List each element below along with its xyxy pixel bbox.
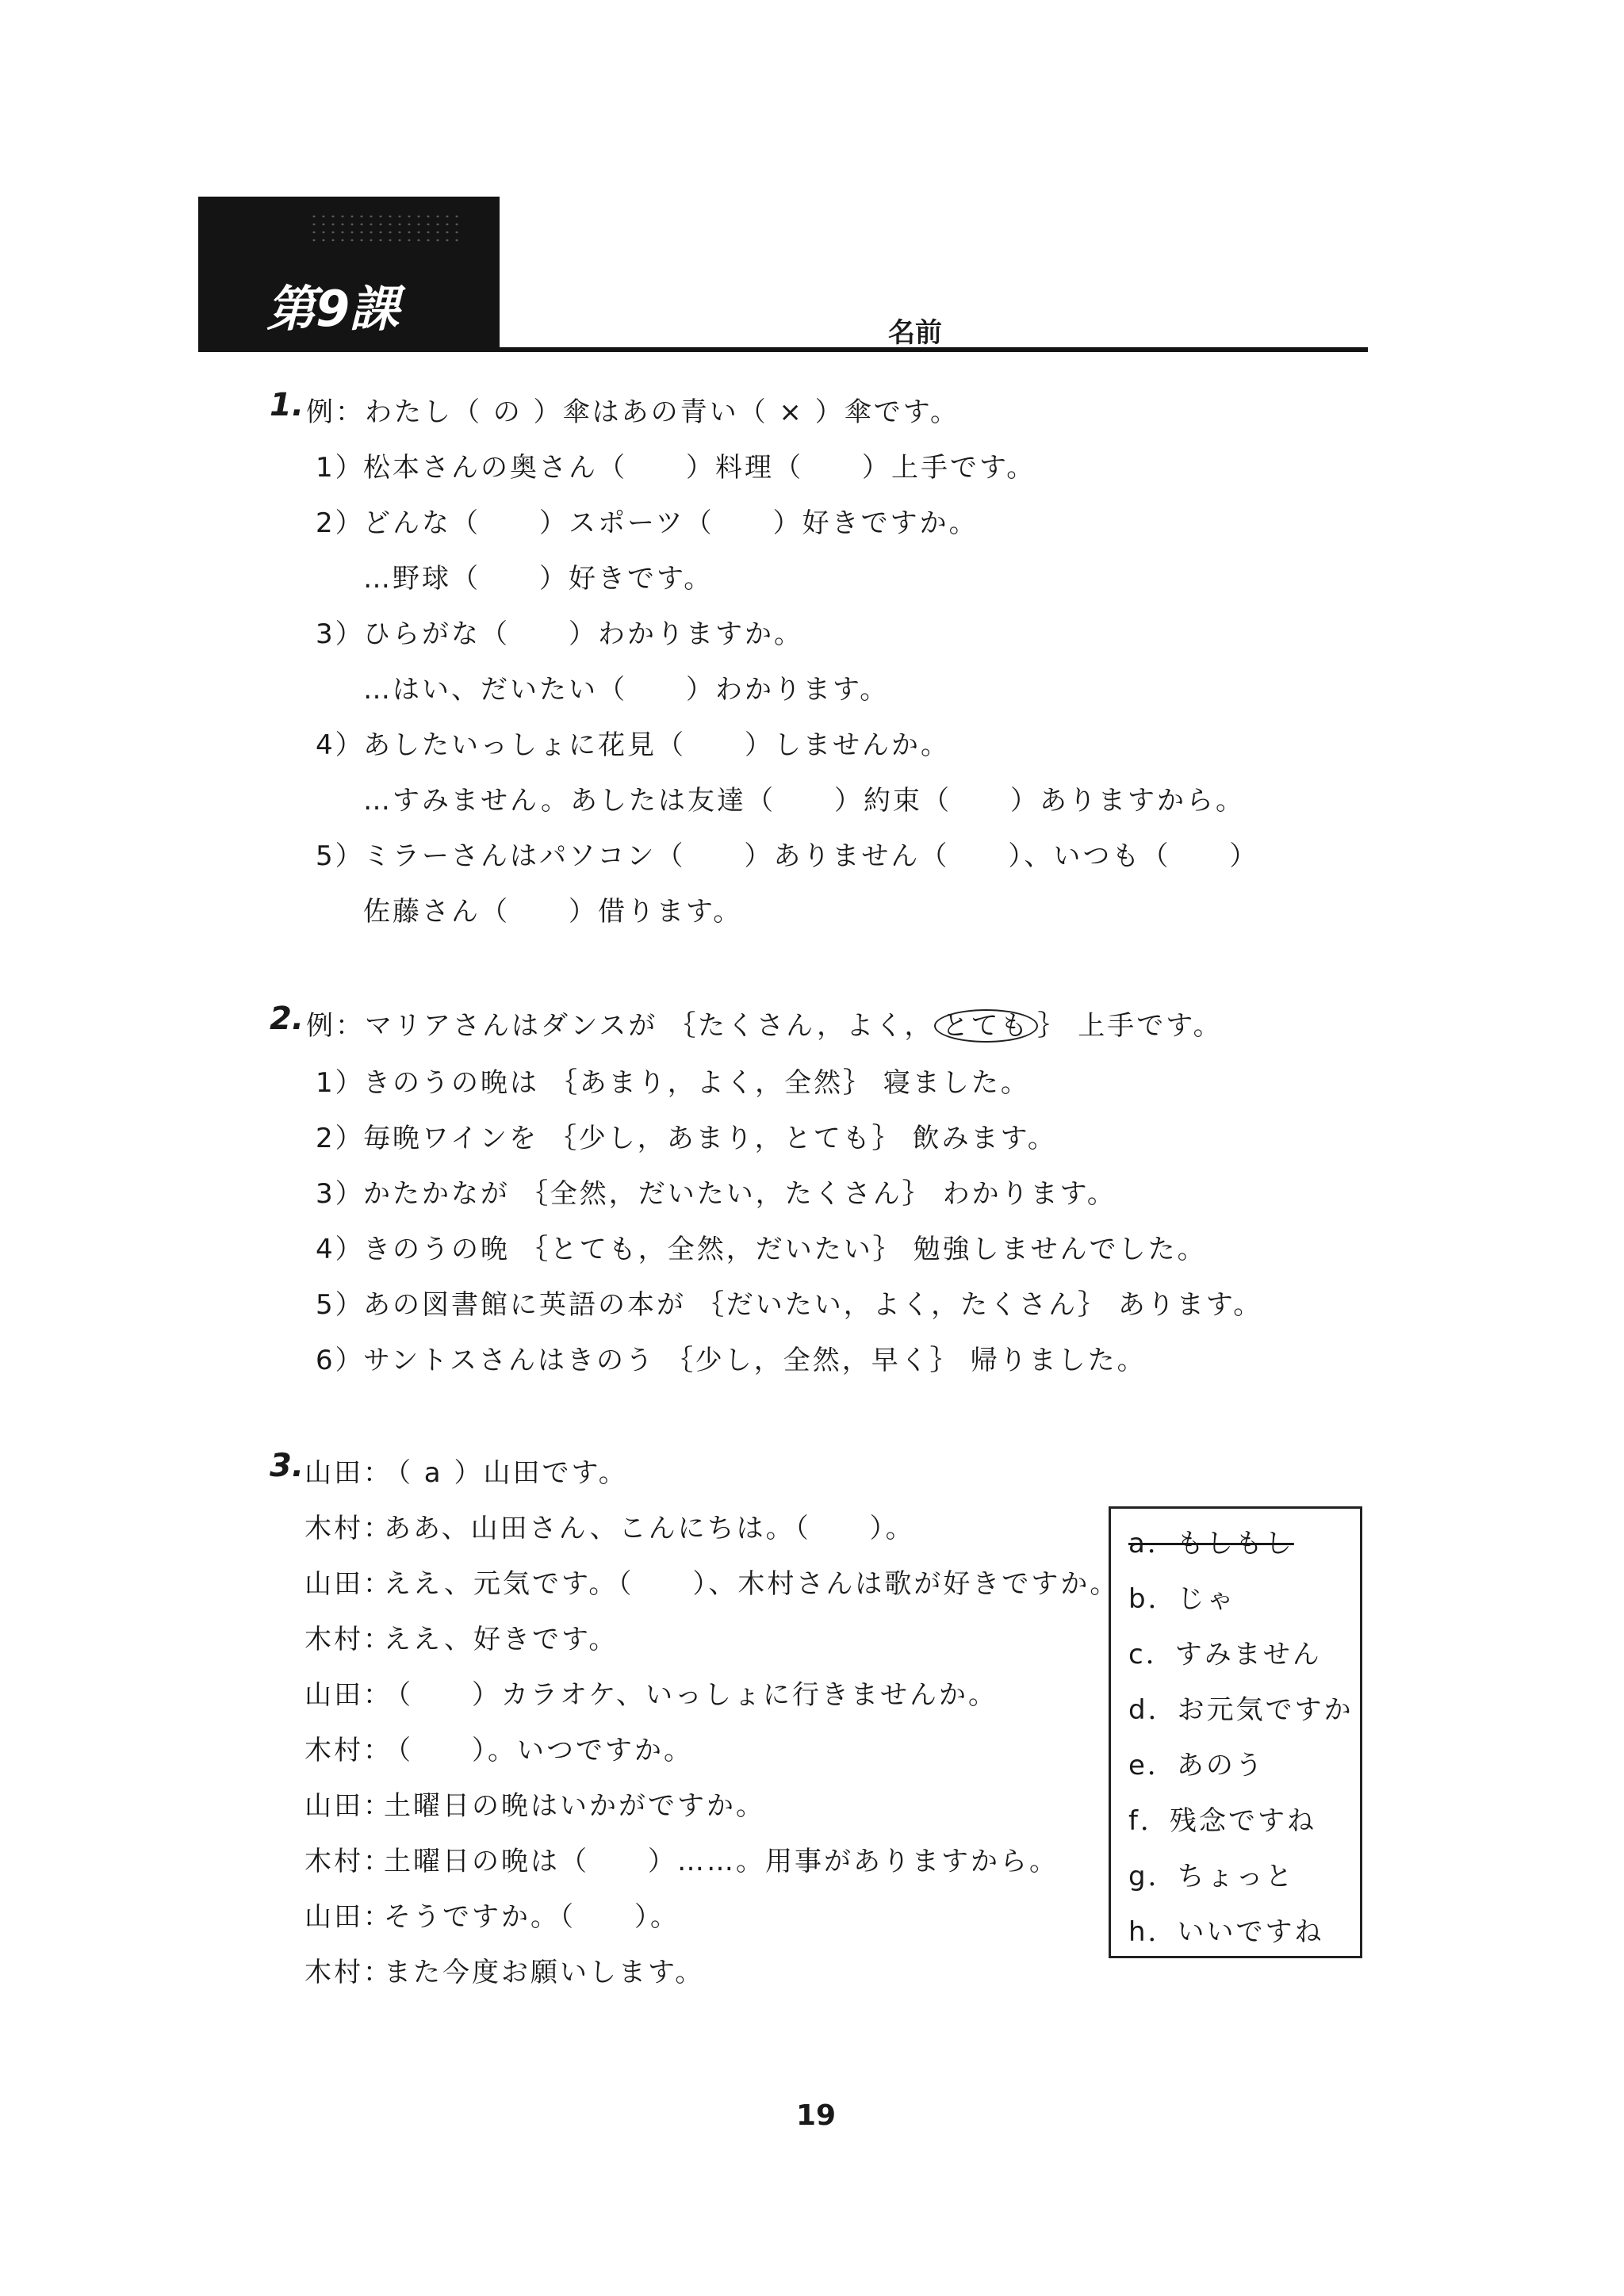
- q1-item: [316, 834, 1258, 873]
- item-number: 3）: [316, 1178, 365, 1210]
- choice-g: g．ちょっと: [1128, 1861, 1295, 1892]
- q2-item: [316, 1116, 1057, 1155]
- q1-item: [316, 557, 713, 595]
- q1-item: [316, 501, 979, 540]
- item-number: 3）: [316, 618, 365, 650]
- item-text: かたかなが ｛全然，だいたい，たくさん｝ わかります。: [363, 1178, 1116, 1210]
- dialogue-text: （ ）。いつですか。: [384, 1735, 693, 1766]
- choice-a: a．もしもし: [1128, 1528, 1294, 1559]
- dialogue-line: [304, 1673, 998, 1712]
- item-text: 毎晩ワインを ｛少し，あまり，とても｝ 飲みます。: [363, 1123, 1057, 1154]
- question-2-example: [306, 1004, 1223, 1043]
- item-text: どんな（ ）スポーツ（ ）好きですか。: [363, 507, 979, 539]
- speaker-label: 木村：: [304, 1624, 393, 1655]
- example-text-end: ｝ 上手です。: [1037, 1010, 1223, 1042]
- q2-item: [316, 1061, 1030, 1100]
- page-number: 19: [796, 2099, 837, 2132]
- dialogue-line: [304, 1839, 1059, 1878]
- q2-item: [316, 1283, 1262, 1322]
- item-text: …はい、だいたい（ ）わかります。: [363, 674, 890, 706]
- item-text: サントスさんはきのう ｛少し，全然，早く｝ 帰りました。: [363, 1345, 1147, 1376]
- choice-b: b．じゃ: [1128, 1583, 1236, 1615]
- question-1-example: 例：わたし（ の ）傘はあの青い（ × ）傘です。: [306, 396, 959, 428]
- choice-d: d．お元気ですか: [1128, 1694, 1354, 1726]
- item-text: 松本さんの奥さん（ ）料理（ ）上手です。: [363, 452, 1036, 484]
- item-number: 1）: [316, 452, 365, 484]
- q2-item: [316, 1338, 1147, 1377]
- header-rule: [198, 347, 1368, 352]
- lesson-title: 第9課: [266, 280, 400, 338]
- q1-item: [316, 668, 889, 706]
- dialogue-text: （ a ）山田です。: [384, 1457, 628, 1489]
- q1-item: [316, 446, 1036, 484]
- question-3-number: 3.: [270, 1448, 304, 1484]
- item-text: 佐藤さん（ ）借ります。: [363, 896, 743, 928]
- dialogue-text: また今度お願いします。: [384, 1957, 705, 1988]
- lesson-header-block: [198, 197, 500, 352]
- dialogue-text: ええ、好きです。: [384, 1624, 619, 1655]
- item-number: 2）: [316, 1123, 365, 1154]
- item-text: …すみません。あしたは友達（ ）約束（ ）ありますから。: [363, 785, 1246, 817]
- dialogue-line: [304, 1562, 1119, 1601]
- dialogue-line: [304, 1895, 680, 1934]
- q1-item: [316, 612, 803, 651]
- item-text: ミラーさんはパソコン（ ）ありません（ ）、いつも（ ）: [363, 840, 1259, 872]
- item-text: きのうの晩は ｛あまり，よく，全然｝ 寝ました。: [363, 1067, 1030, 1099]
- q1-item: [316, 890, 742, 928]
- decorative-dot-pattern: [309, 212, 460, 244]
- dialogue-text: （ ）カラオケ、いっしょに行きませんか。: [384, 1679, 998, 1711]
- item-text: ひらがな（ ）わかりますか。: [363, 618, 803, 650]
- speaker-label: 木村：: [304, 1846, 393, 1877]
- dialogue-text: ええ、元気です。（ ）、木村さんは歌が好きですか。: [384, 1568, 1120, 1600]
- dialogue-line: [304, 1950, 704, 1989]
- dialogue-line: [304, 1506, 915, 1545]
- q1-item: [316, 723, 950, 762]
- speaker-label: 木村：: [304, 1513, 393, 1544]
- item-number: 4）: [316, 1234, 365, 1265]
- speaker-label: 山田：: [304, 1901, 393, 1933]
- speaker-label: 山田：: [304, 1457, 393, 1489]
- speaker-label: 木村：: [304, 1957, 393, 1988]
- q1-item: [316, 779, 1245, 817]
- dialogue-line: [304, 1617, 618, 1656]
- speaker-label: 山田：: [304, 1790, 393, 1822]
- dialogue-text: 土曜日の晩はいかがですか。: [384, 1790, 765, 1822]
- dialogue-text: 土曜日の晩は（ ）……。用事がありますから。: [384, 1846, 1059, 1877]
- question-1-number: 1.: [270, 387, 304, 423]
- item-number: 6）: [316, 1345, 365, 1376]
- item-number: 5）: [316, 1289, 365, 1321]
- item-number: 2）: [316, 507, 365, 539]
- item-text: …野球（ ）好きです。: [363, 563, 714, 595]
- name-label: 名前: [888, 317, 942, 349]
- speaker-label: 山田：: [304, 1679, 393, 1711]
- choice-h: h．いいですね: [1128, 1916, 1324, 1948]
- dialogue-line: [304, 1728, 693, 1767]
- circled-answer: とても: [934, 1009, 1038, 1043]
- choice-c: c．すみません: [1128, 1639, 1322, 1670]
- q2-item: [316, 1172, 1116, 1211]
- dialogue-text: ああ、山田さん、こんにちは。（ ）。: [384, 1513, 915, 1544]
- dialogue-text: そうですか。（ ）。: [384, 1901, 680, 1933]
- item-number: 1）: [316, 1067, 365, 1099]
- choice-e: e．あのう: [1128, 1750, 1265, 1781]
- answer-choices-box: [1109, 1506, 1362, 1958]
- speaker-label: 木村：: [304, 1735, 393, 1766]
- item-text: あの図書館に英語の本が ｛だいたい，よく，たくさん｝ あります。: [363, 1289, 1263, 1321]
- item-number: 4）: [316, 729, 365, 761]
- dialogue-line: [304, 1784, 765, 1823]
- choice-f: f．残念ですね: [1128, 1805, 1316, 1837]
- example-text: 例：マリアさんはダンスが ｛たくさん，よく，: [306, 1010, 934, 1042]
- item-text: あしたいっしょに花見（ ）しませんか。: [363, 729, 950, 761]
- q2-item: [316, 1227, 1207, 1266]
- item-number: 5）: [316, 840, 365, 872]
- item-text: きのうの晩 ｛とても，全然，だいたい｝ 勉強しませんでした。: [363, 1234, 1207, 1265]
- dialogue-line: [304, 1451, 628, 1490]
- question-2-number: 2.: [270, 1001, 304, 1037]
- speaker-label: 山田：: [304, 1568, 393, 1600]
